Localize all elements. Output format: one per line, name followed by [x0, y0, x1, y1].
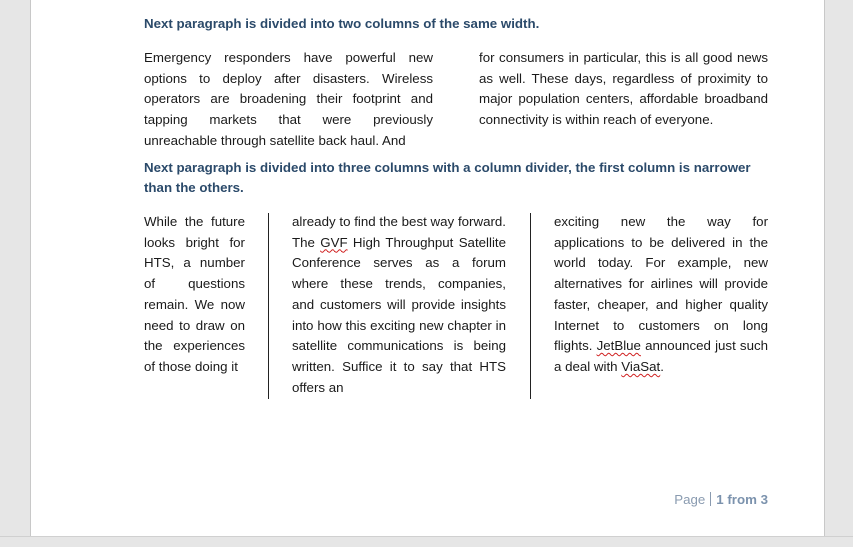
page-gap [0, 536, 853, 547]
spellcheck-word-jetblue[interactable]: JetBlue [596, 338, 641, 354]
spellcheck-word-gvf[interactable]: GVF [320, 234, 348, 250]
three-column-first: While the future looks bright for HTS, a number of questions remain. We now need to draw on the experiences of those doing it [144, 214, 245, 374]
spellcheck-word-viasat[interactable]: ViaSat [621, 358, 661, 374]
heading-two-columns: Next paragraph is divided into two columns of the same width. [144, 16, 540, 31]
document-page[interactable] [30, 0, 825, 536]
text-run: announced just such a deal with [554, 338, 769, 374]
three-column-third [554, 212, 768, 378]
text-run: exciting new the way for applications to be delivered in the world today. For example, new alternatives for airlines will provide faster, cheaper, and higher quality Internet to customers on long flights. [554, 214, 768, 354]
text-run: already to find the best way forward. The [292, 214, 506, 250]
page-footer [591, 492, 768, 507]
column-divider-2 [530, 213, 531, 399]
two-column-right: for consumers in particular, this is all good news as well. These days, regardless of proximity to major population centers, affordable broadband connectivity is within reach of everyone. [479, 50, 768, 128]
text-run: . [660, 358, 664, 374]
three-column-second [292, 212, 506, 398]
page-label: Page [674, 492, 706, 507]
heading-three-columns: Next paragraph is divided into three columns with a column divider, the first column is narrower than the others. [144, 160, 751, 195]
column-divider-1 [268, 213, 269, 399]
page-number: 1 from 3 [716, 492, 768, 507]
text-run: High Throughput Satellite Conference serves as a forum where these trends, companies, and customers will provide insights into how this exciting new chapter in satellite communications is being written. Suffice it to say that HTS offers an [292, 234, 506, 395]
footer-separator [710, 492, 711, 506]
two-column-left: Emergency responders have powerful new options to deploy after disasters. Wireless operators are broadening their footprint and tapping markets that were previously unreachable through satellite back haul. And [144, 50, 433, 148]
